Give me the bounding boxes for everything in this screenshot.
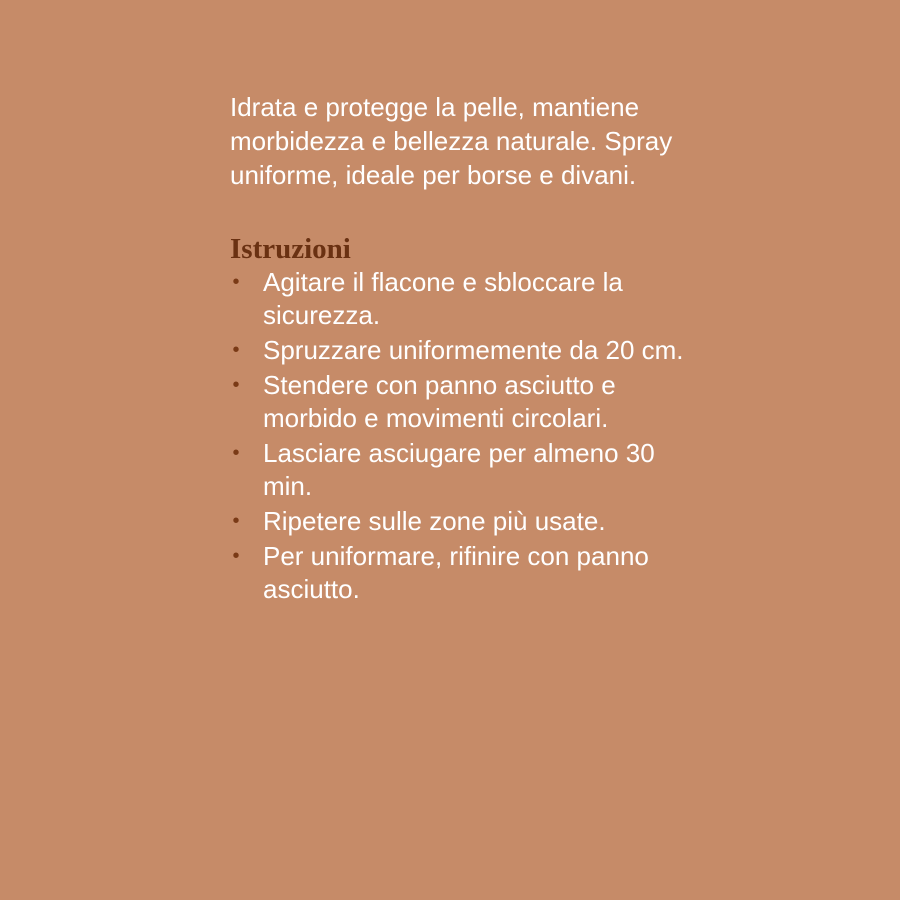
list-item <box>230 334 690 367</box>
list-item <box>230 540 690 606</box>
bullet-icon: • <box>232 510 240 532</box>
list-item <box>230 437 690 503</box>
bullet-icon: • <box>232 374 240 396</box>
step-text: Ripetere sulle zone più usate. <box>263 506 606 536</box>
instructions-list <box>230 266 690 606</box>
step-text: Lasciare asciugare per almeno 30 min. <box>263 438 655 501</box>
bullet-icon: • <box>232 545 240 567</box>
product-description-panel <box>230 90 690 608</box>
bullet-icon: • <box>232 339 240 361</box>
list-item <box>230 505 690 538</box>
step-text: Stendere con panno asciutto e morbido e movimenti circolari. <box>263 370 616 433</box>
step-text: Per uniformare, rifinire con panno asciutto. <box>263 541 649 604</box>
list-item <box>230 369 690 435</box>
step-text: Agitare il flacone e sbloccare la sicurezza. <box>263 267 623 330</box>
intro-text: Idrata e protegge la pelle, mantiene morbidezza e bellezza naturale. Spray uniforme, ideale per borse e divani. <box>230 92 673 190</box>
bullet-icon: • <box>232 442 240 464</box>
bullet-icon: • <box>232 271 240 293</box>
step-text: Spruzzare uniformemente da 20 cm. <box>263 335 684 365</box>
list-item <box>230 266 690 332</box>
instructions-heading: Istruzioni <box>230 233 351 265</box>
